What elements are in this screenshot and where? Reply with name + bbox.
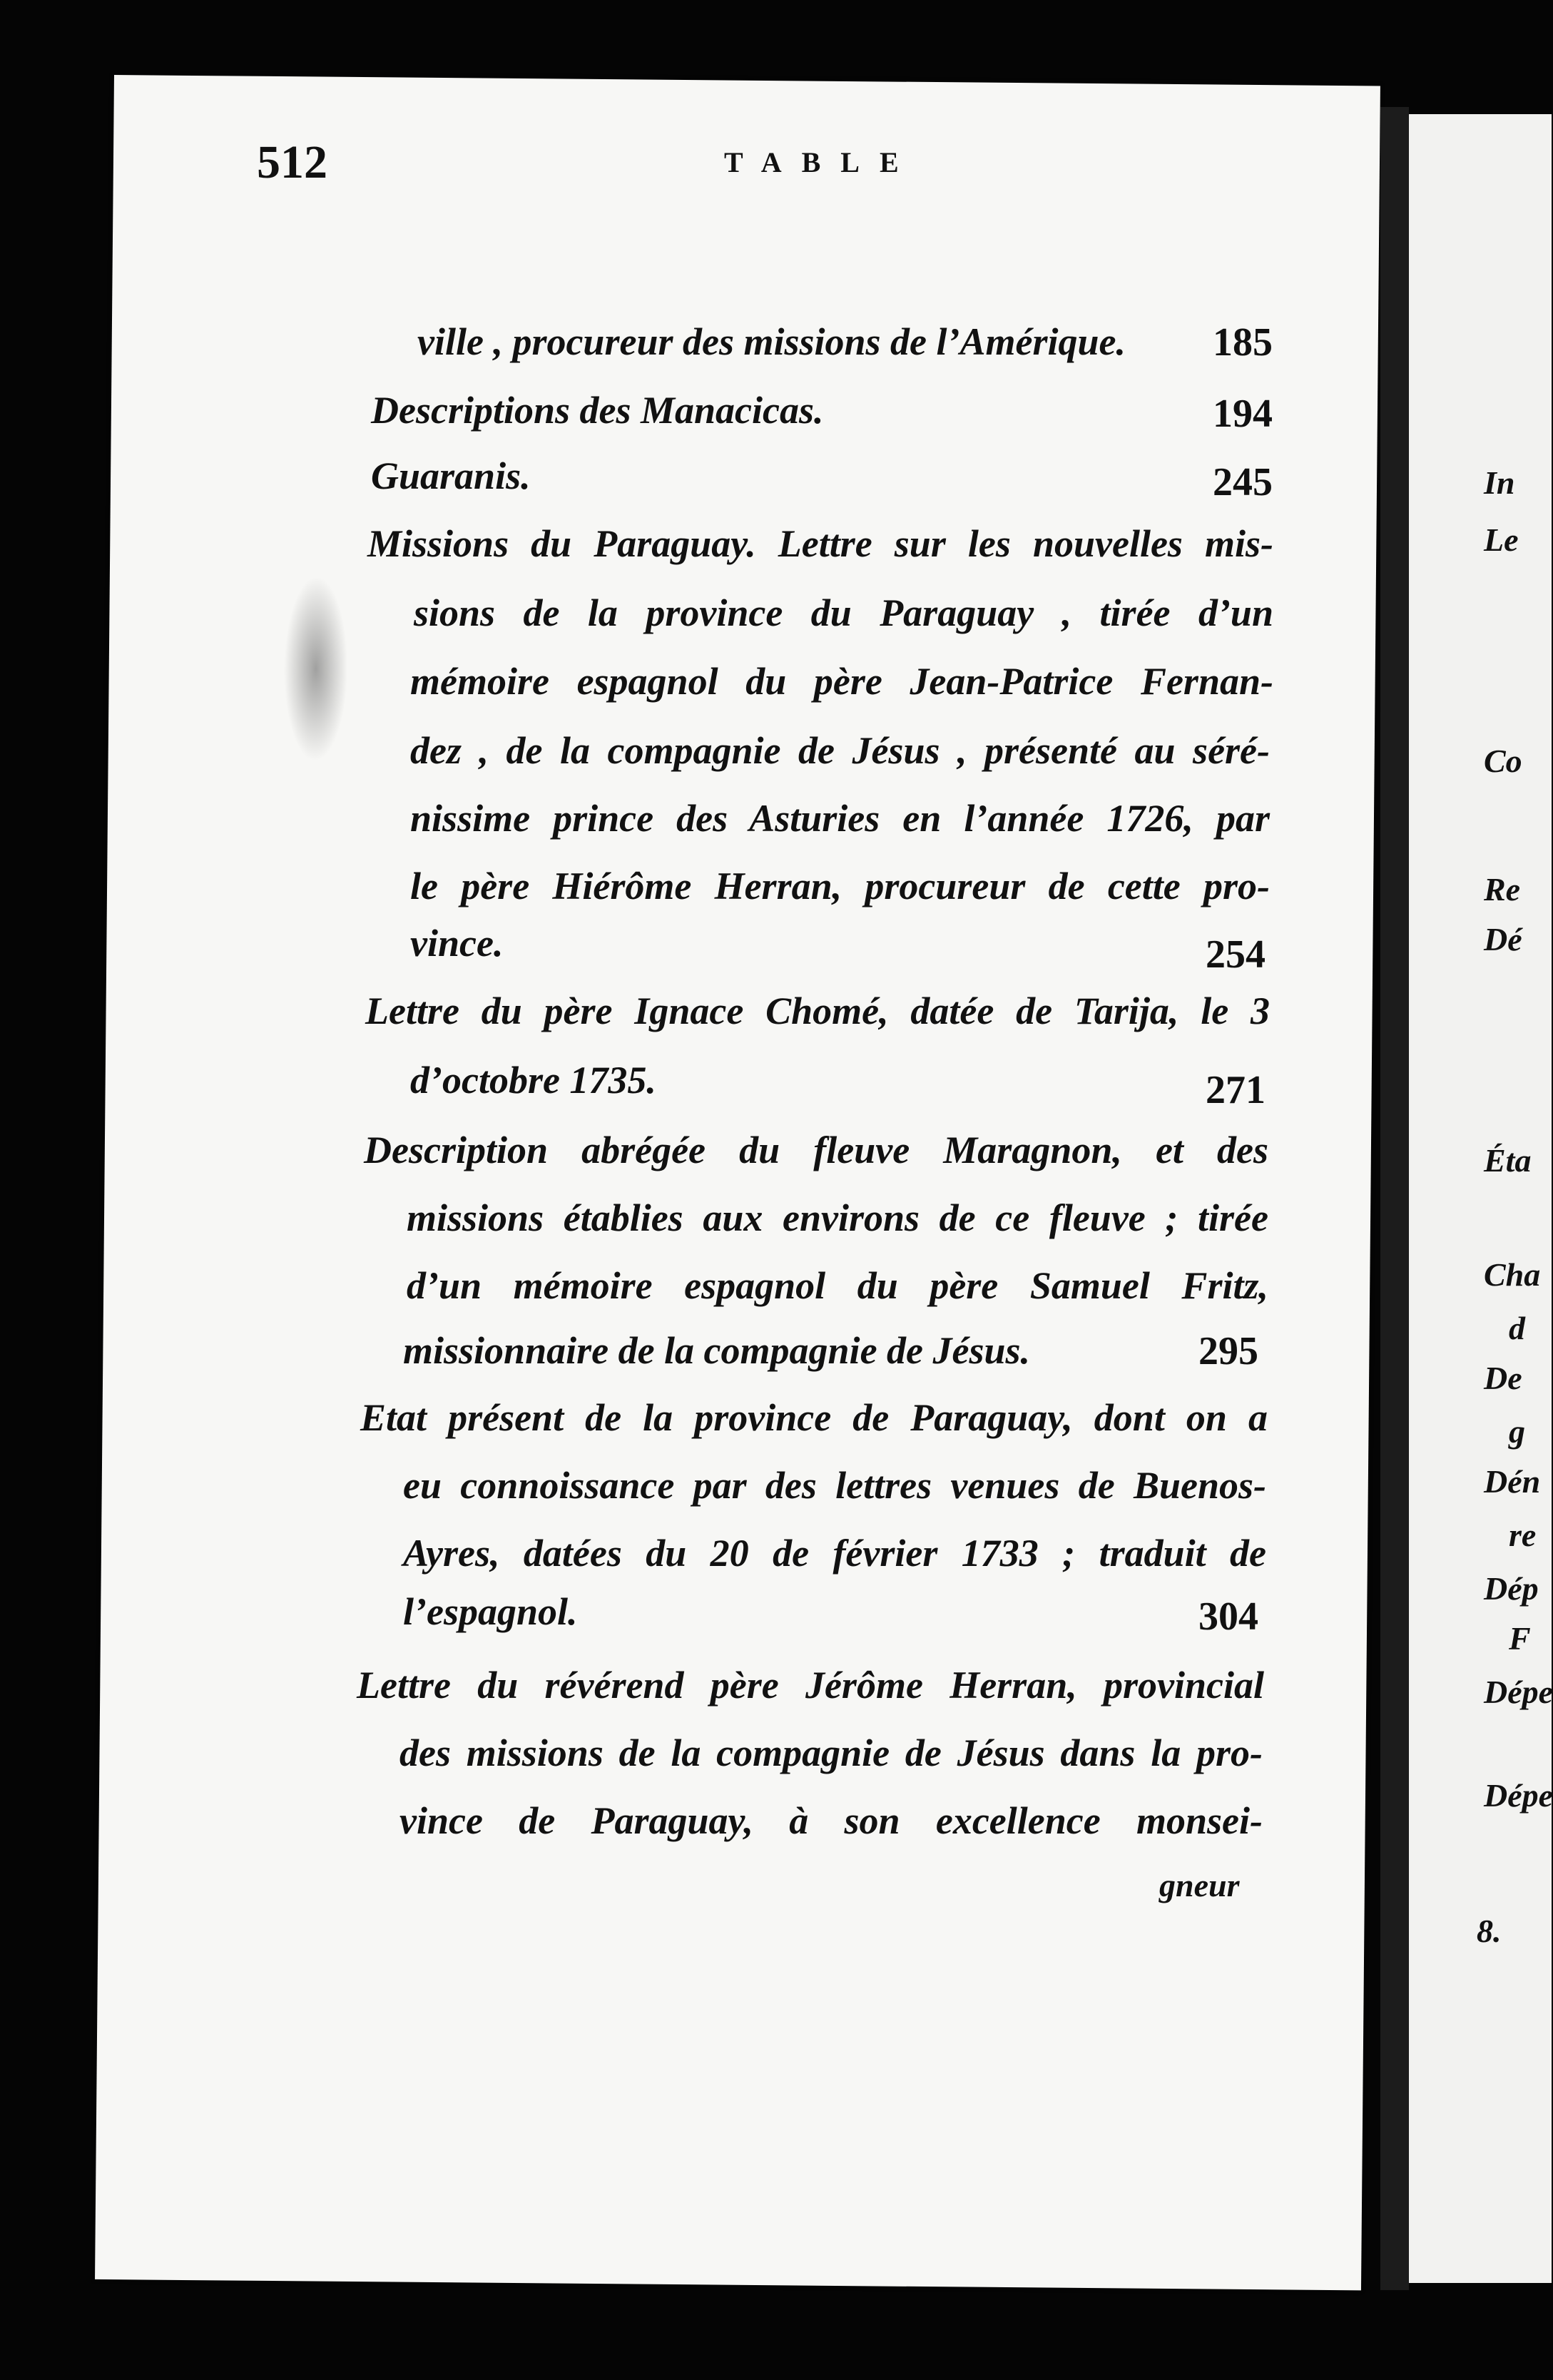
toc-entry-line: Etat présent de la province de Paraguay, dont on a [360,1396,1268,1439]
toc-entry-text: Descriptions des Manacicas. [371,389,824,432]
toc-entry-line: Lettre du révérend père Jérôme Herran, provincial [357,1664,1264,1707]
facing-fragment: 8. [1477,1913,1502,1949]
toc-entry-line: l’espagnol. [403,1590,578,1633]
facing-fragment: Dép [1484,1570,1539,1607]
facing-fragment: d [1509,1310,1525,1346]
toc-entry-line: dez , de la compagnie de Jésus , présenté au séré- [410,729,1270,772]
facing-page [1409,114,1552,2283]
toc-entry-line: Description abrégée du fleuve Maragnon, et des [364,1129,1268,1171]
facing-fragment: Co [1484,743,1522,779]
toc-entry-line: vince. [410,922,504,965]
toc-page-ref: 271 [1206,1068,1266,1112]
toc-entry-line: Ayres, datées du 20 de février 1733 ; traduit de [403,1532,1266,1575]
toc-page-ref: 245 [1213,460,1273,504]
facing-fragment: De [1484,1360,1522,1396]
toc-entry-line: eu connoissance par des lettres venues de Buenos- [403,1464,1266,1507]
toc-entry-line: d’octobre 1735. [410,1059,656,1102]
toc-page-ref: 254 [1206,932,1266,977]
facing-fragment: F [1509,1620,1531,1657]
toc-entry-line: missions établies aux environs de ce fleuve ; tirée [407,1196,1268,1239]
toc-entry-line: sions de la province du Paraguay , tirée d’un [414,591,1273,634]
facing-fragment: Cha [1484,1256,1541,1293]
toc-entry-line: le père Hiérôme Herran, procureur de cette pro- [410,865,1270,907]
toc-entry-line: Lettre du père Ignace Chomé, datée de Tarija, le 3 [365,990,1270,1032]
page-number: 512 [257,136,327,188]
toc-page-ref: 304 [1198,1595,1258,1639]
toc-entry-line: vince de Paraguay, à son excellence monsei- [399,1799,1263,1842]
toc-page-ref: 194 [1213,392,1273,436]
toc-entry-text: Guaranis. [371,454,531,497]
toc-page-ref: 185 [1213,320,1273,365]
toc-page-ref: 295 [1198,1329,1258,1373]
facing-fragment: Le [1484,522,1519,558]
toc-entry-line: des missions de la compagnie de Jésus dans la pro- [399,1731,1263,1774]
toc-entry-line: nissime prince des Asturies en l’année 1726, par [410,797,1270,840]
catchword: gneur [1159,1867,1240,1903]
book-gutter [1380,107,1409,2290]
facing-fragment: Dé [1484,921,1522,957]
toc-entry-line: mémoire espagnol du père Jean-Patrice Fernan- [410,660,1273,703]
facing-fragment: Éta [1484,1142,1532,1179]
page-header [257,136,1291,193]
facing-fragment: Dén [1484,1463,1541,1500]
facing-fragment: Dépe [1484,1674,1553,1710]
facing-fragment: In [1484,464,1515,501]
facing-fragment: re [1509,1517,1537,1553]
facing-fragment: Re [1484,871,1521,907]
page-stain [283,576,349,762]
toc-entry-line: d’un mémoire espagnol du père Samuel Fritz, [407,1264,1268,1307]
facing-fragment: Dépe [1484,1777,1553,1814]
facing-fragment: g [1509,1413,1525,1450]
toc-entry-line: missionnaire de la compagnie de Jésus. [403,1329,1031,1372]
running-title: TABLE [724,146,919,178]
toc-entry-line: Missions du Paraguay. Lettre sur les nouvelles mis- [367,522,1273,565]
toc-entry-text: ville , procureur des missions de l’Amérique. [417,320,1126,363]
